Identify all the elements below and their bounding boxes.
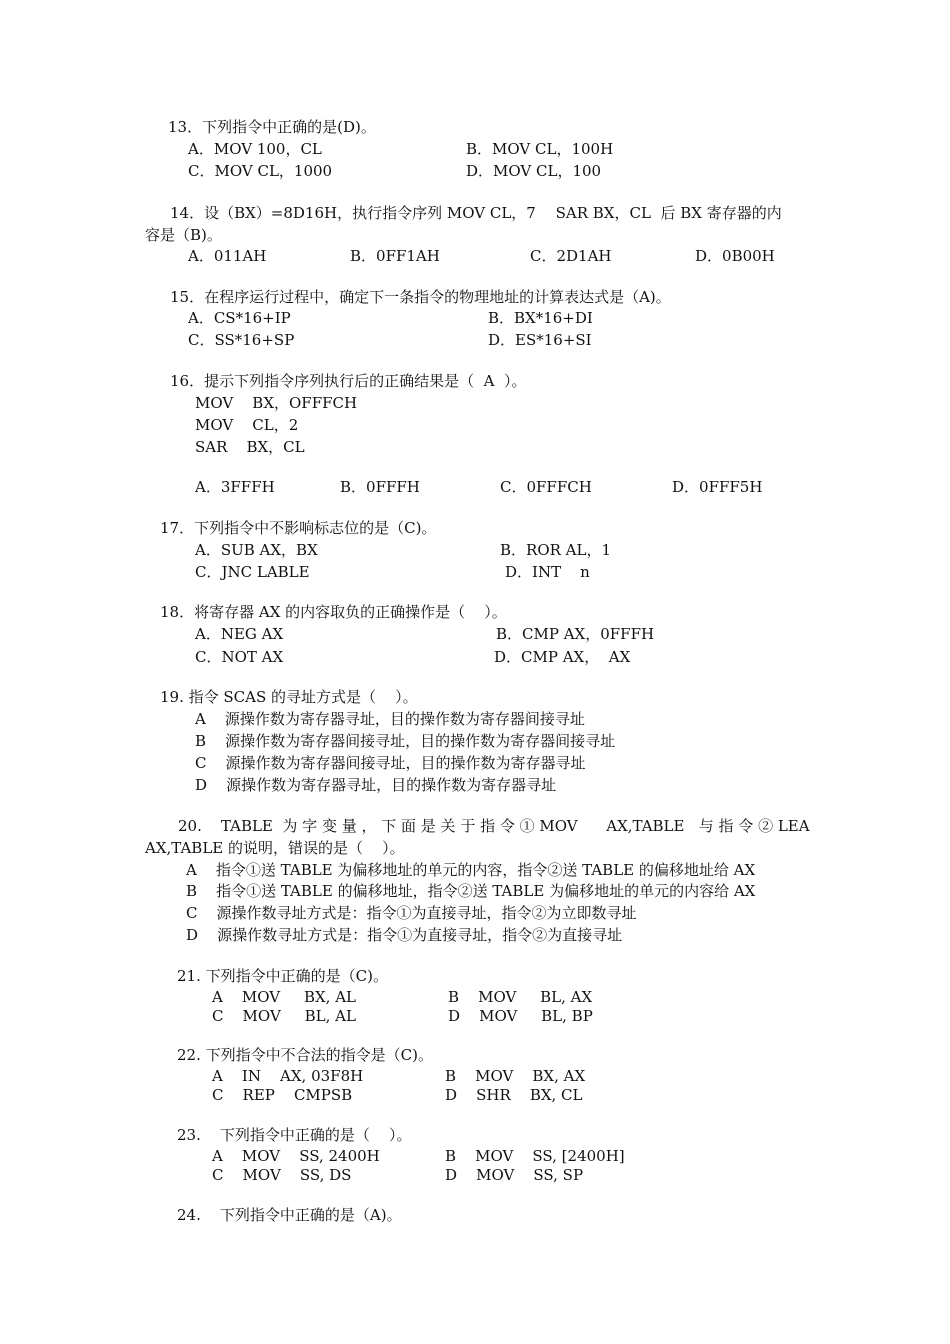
q18-option-c: C．NOT AX [195,648,284,666]
q14-stem-line1: 14．设（BX）=8D16H，执行指令序列 MOV CL，7 SAR BX，CL 后 BX 寄存器的内 [170,204,782,222]
q18-option-b: B．CMP AX，0FFFH [496,625,655,643]
q19-option-a: A 源操作数为寄存器寻址，目的操作数为寄存器间接寻址 [195,710,585,728]
q16-option-b: B．0FFFH [340,478,420,496]
q20-option-a: A 指令①送 TABLE 为偏移地址的单元的内容，指令②送 TABLE 的偏移地址给 AX [186,861,756,879]
q16-code-line2: MOV CL，2 [195,416,299,434]
q20-stem-line1: 20. TABLE 为 字 变 量 ， 下 面 是 关 于 指 令 ① MOV AX,TABLE 与 指 令 ② LEA [178,817,810,835]
q22-option-a: A IN AX, 03F8H [212,1067,364,1085]
q15-option-a: A．CS*16+IP [188,309,291,327]
q16-option-d: D．0FFF5H [672,478,763,496]
q23-stem: 23. 下列指令中正确的是（ ）。 [177,1126,412,1144]
q17-option-c: C．JNC LABLE [195,563,310,581]
q14-option-d: D．0B00H [695,247,775,265]
q17-option-d: D．INT n [505,563,590,581]
q14-stem-line2: 容是（B)。 [145,226,222,244]
q16-option-a: A．3FFFH [195,478,275,496]
q22-stem: 22. 下列指令中不合法的指令是（C)。 [177,1046,433,1064]
q20-option-b: B 指令①送 TABLE 的偏移地址，指令②送 TABLE 为偏移地址的单元的内容给 AX [186,882,756,900]
q15-option-c: C．SS*16+SP [188,331,295,349]
q14-option-b: B．0FF1AH [350,247,440,265]
q18-option-a: A．NEG AX [195,625,284,643]
q22-option-b: B MOV BX, AX [445,1067,586,1085]
q23-option-d: D MOV SS, SP [445,1166,584,1184]
q22-option-c: C REP CMPSB [212,1086,353,1104]
q22-option-d: D SHR BX, CL [445,1086,583,1104]
q16-code-line3: SAR BX，CL [195,438,305,456]
q16-code-line1: MOV BX，OFFFCH [195,394,358,412]
q19-option-d: D 源操作数为寄存器寻址，目的操作数为寄存器寻址 [195,776,557,794]
q15-stem: 15．在程序运行过程中，确定下一条指令的物理地址的计算表达式是（A)。 [170,288,671,306]
q21-option-c: C MOV BL, AL [212,1007,356,1025]
q15-option-b: B．BX*16+DI [488,309,593,327]
q23-option-a: A MOV SS, 2400H [212,1147,380,1165]
q20-stem-line2: AX,TABLE 的说明，错误的是（ ）。 [145,839,405,857]
q13-stem: 13．下列指令中正确的是(D)。 [168,118,376,136]
q14-option-a: A．011AH [188,247,267,265]
q20-option-d: D 源操作数寻址方式是：指令①为直接寻址，指令②为直接寻址 [186,926,623,944]
q23-option-c: C MOV SS, DS [212,1166,352,1184]
q13-option-b: B．MOV CL，100H [466,140,614,158]
q21-option-b: B MOV BL, AX [448,988,593,1006]
q15-option-d: D．ES*16+SI [488,331,592,349]
q17-stem: 17．下列指令中不影响标志位的是（C)。 [160,519,437,537]
q13-option-a: A．MOV 100，CL [188,140,322,158]
q13-option-c: C．MOV CL，1000 [188,162,333,180]
q16-stem: 16．提示下列指令序列执行后的正确结果是（ A ）。 [170,372,527,390]
q16-option-c: C．0FFFCH [500,478,592,496]
q19-option-b: B 源操作数为寄存器间接寻址，目的操作数为寄存器间接寻址 [195,732,616,750]
q19-option-c: C 源操作数为寄存器间接寻址，目的操作数为寄存器寻址 [195,754,586,772]
q18-option-d: D．CMP AX， AX [494,648,631,666]
q21-stem: 21. 下列指令中正确的是（C)。 [177,967,388,985]
q17-option-a: A．SUB AX，BX [195,541,318,559]
q19-stem: 19. 指令 SCAS 的寻址方式是（ ）。 [160,688,418,706]
q21-option-a: A MOV BX, AL [212,988,357,1006]
q13-option-d: D．MOV CL，100 [466,162,602,180]
q20-option-c: C 源操作数寻址方式是：指令①为直接寻址，指令②为立即数寻址 [186,904,637,922]
q21-option-d: D MOV BL, BP [448,1007,593,1025]
q24-stem: 24. 下列指令中正确的是（A)。 [177,1206,402,1224]
q23-option-b: B MOV SS, [2400H] [445,1147,625,1165]
q14-option-c: C．2D1AH [530,247,612,265]
q18-stem: 18．将寄存器 AX 的内容取负的正确操作是（ ）。 [160,603,507,621]
q17-option-b: B．ROR AL，1 [500,541,612,559]
